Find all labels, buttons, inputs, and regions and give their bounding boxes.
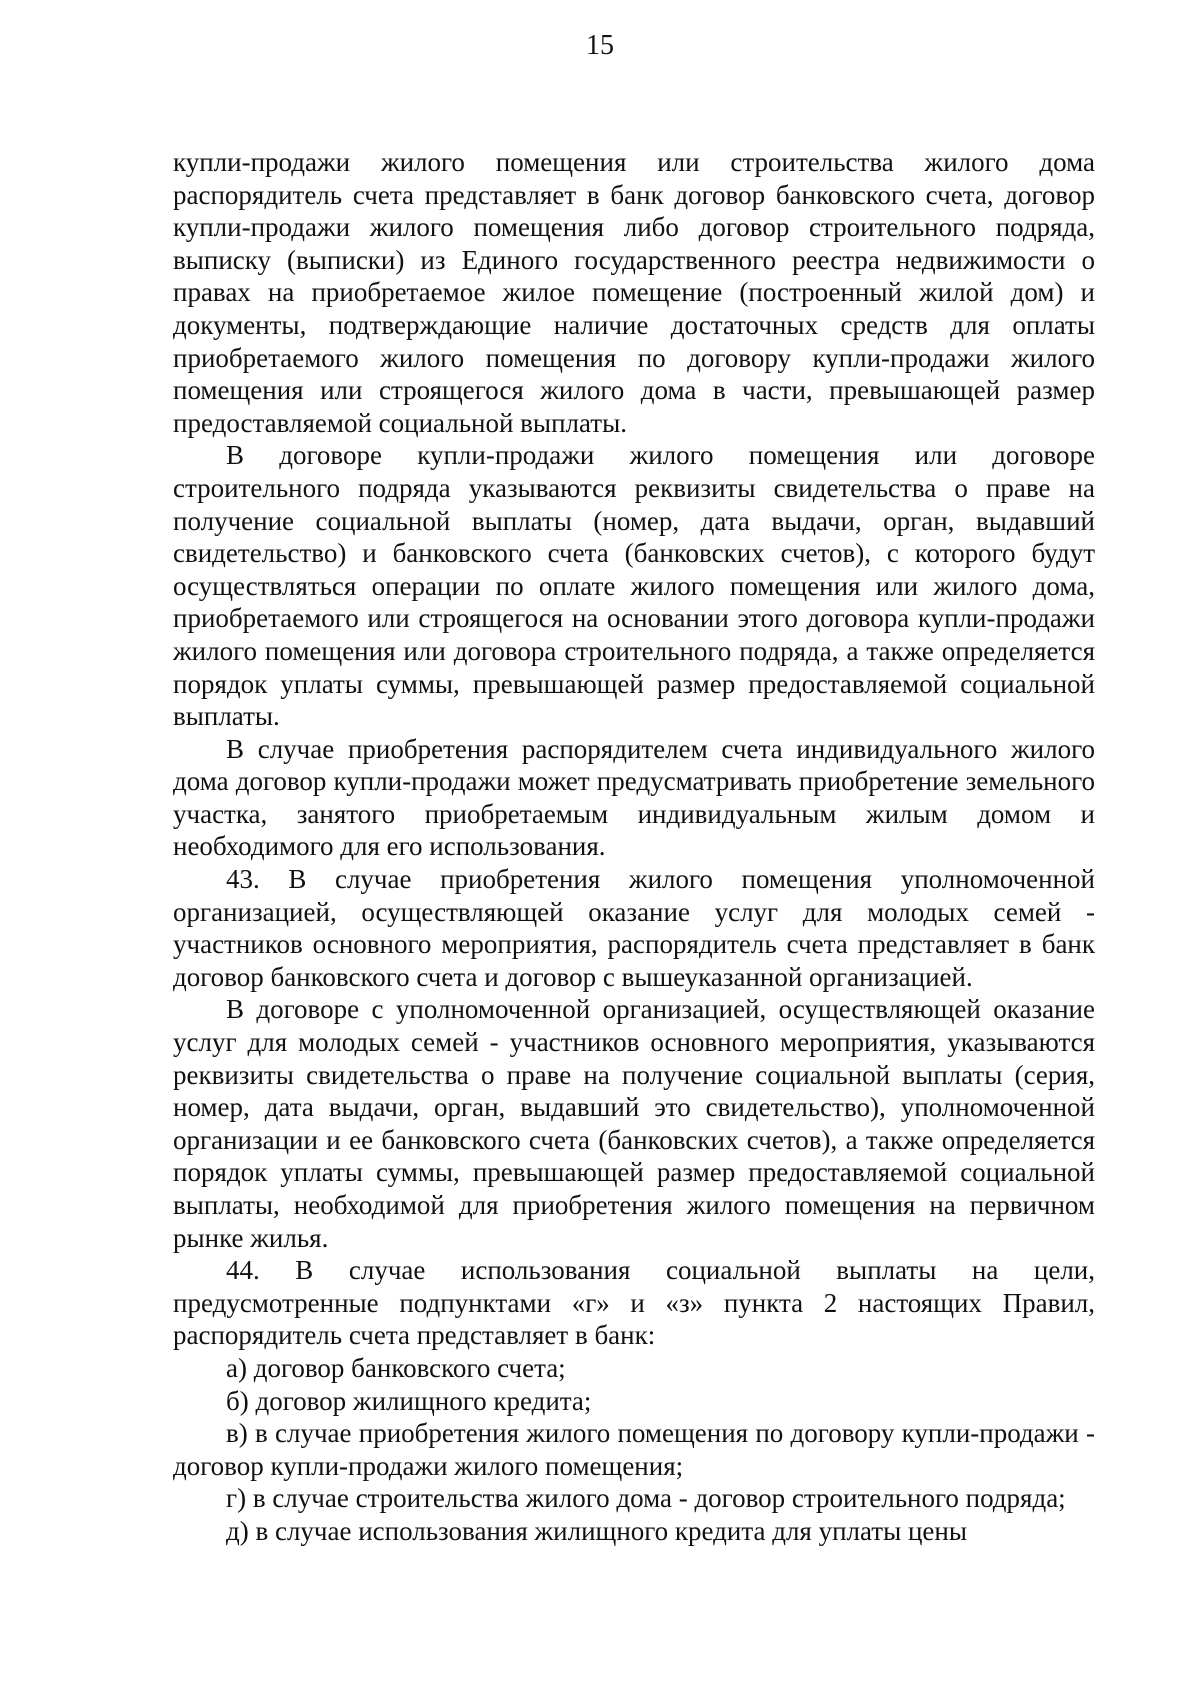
paragraph-authorized-org-contract: В договоре с уполномоченной организацией, осуществляющей оказание услуг для молодых семей - участников основного мероприятия, указываются реквизиты свидетельства о праве на получение социальной выплаты (серия, номер, дата выдачи, орган, выдавший это свидетельство), уполномоченной организации и ее банковского счета (банковских счетов), а также определяется порядок уплаты суммы, превышающей размер предоставляемой социальной выплаты, необходимой для приобретения жилого помещения на первичном рынке жилья. <box>173 994 1095 1253</box>
list-item-v: в) в случае приобретения жилого помещения по договору купли-продажи - договор купли-продажи жилого помещения; <box>173 1418 1095 1481</box>
paragraph-land-plot: В случае приобретения распорядителем счета индивидуального жилого дома договор купли-продажи может предусматривать приобретение земельного участка, занятого приобретаемым индивидуальным жилым домом и необходимого для его использования. <box>173 733 1095 862</box>
list-item-g: г) в случае строительства жилого дома - договор строительного подряда; <box>226 1483 1066 1514</box>
body-text <box>173 146 1095 1548</box>
paragraph-contract-details: В договоре купли-продажи жилого помещения или договоре строительного подряда указываются реквизиты свидетельства о праве на получение социальной выплаты (номер, дата выдачи, орган, выдавший свидетельство) и банковского счета (банковских счетов), с которого будут осуществляться операции по оплате жилого помещения или жилого дома, приобретаемого или строящегося на основании этого договора купли-продажи жилого помещения или договора строительного подряда, а также определяется порядок уплаты суммы, превышающей размер предоставляемой социальной выплаты. <box>173 440 1095 732</box>
paragraph-item-44: 44. В случае использования социальной выплаты на цели, предусмотренные подпунктами «г» и «з» пункта 2 настоящих Правил, распорядитель счета представляет в банк: <box>173 1255 1095 1351</box>
page-number: 15 <box>586 30 614 61</box>
list-item-a: а) договор банковского счета; <box>226 1352 566 1383</box>
paragraph-continuation: купли-продажи жилого помещения или строительства жилого дома распорядитель счета представляет в банк договор банковского счета, договор купли-продажи жилого помещения либо договор строительного подряда, выписку (выписки) из Единого государственного реестра недвижимости о правах на приобретаемое жилое помещение (построенный жилой дом) и документы, подтверждающие наличие достаточных средств для оплаты приобретаемого жилого помещения по договору купли-продажи жилого помещения или строящегося жилого дома в части, превышающей размер предоставляемой социальной выплаты. <box>173 147 1095 438</box>
list-item-b: б) договор жилищного кредита; <box>226 1385 592 1416</box>
list-item-d: д) в случае использования жилищного кредита для уплаты цены <box>226 1515 968 1546</box>
paragraph-item-43: 43. В случае приобретения жилого помещения уполномоченной организацией, осуществляющей оказание услуг для молодых семей - участников основного мероприятия, распорядитель счета представляет в банк договор банковского счета и договор с вышеуказанной организацией. <box>173 864 1095 992</box>
